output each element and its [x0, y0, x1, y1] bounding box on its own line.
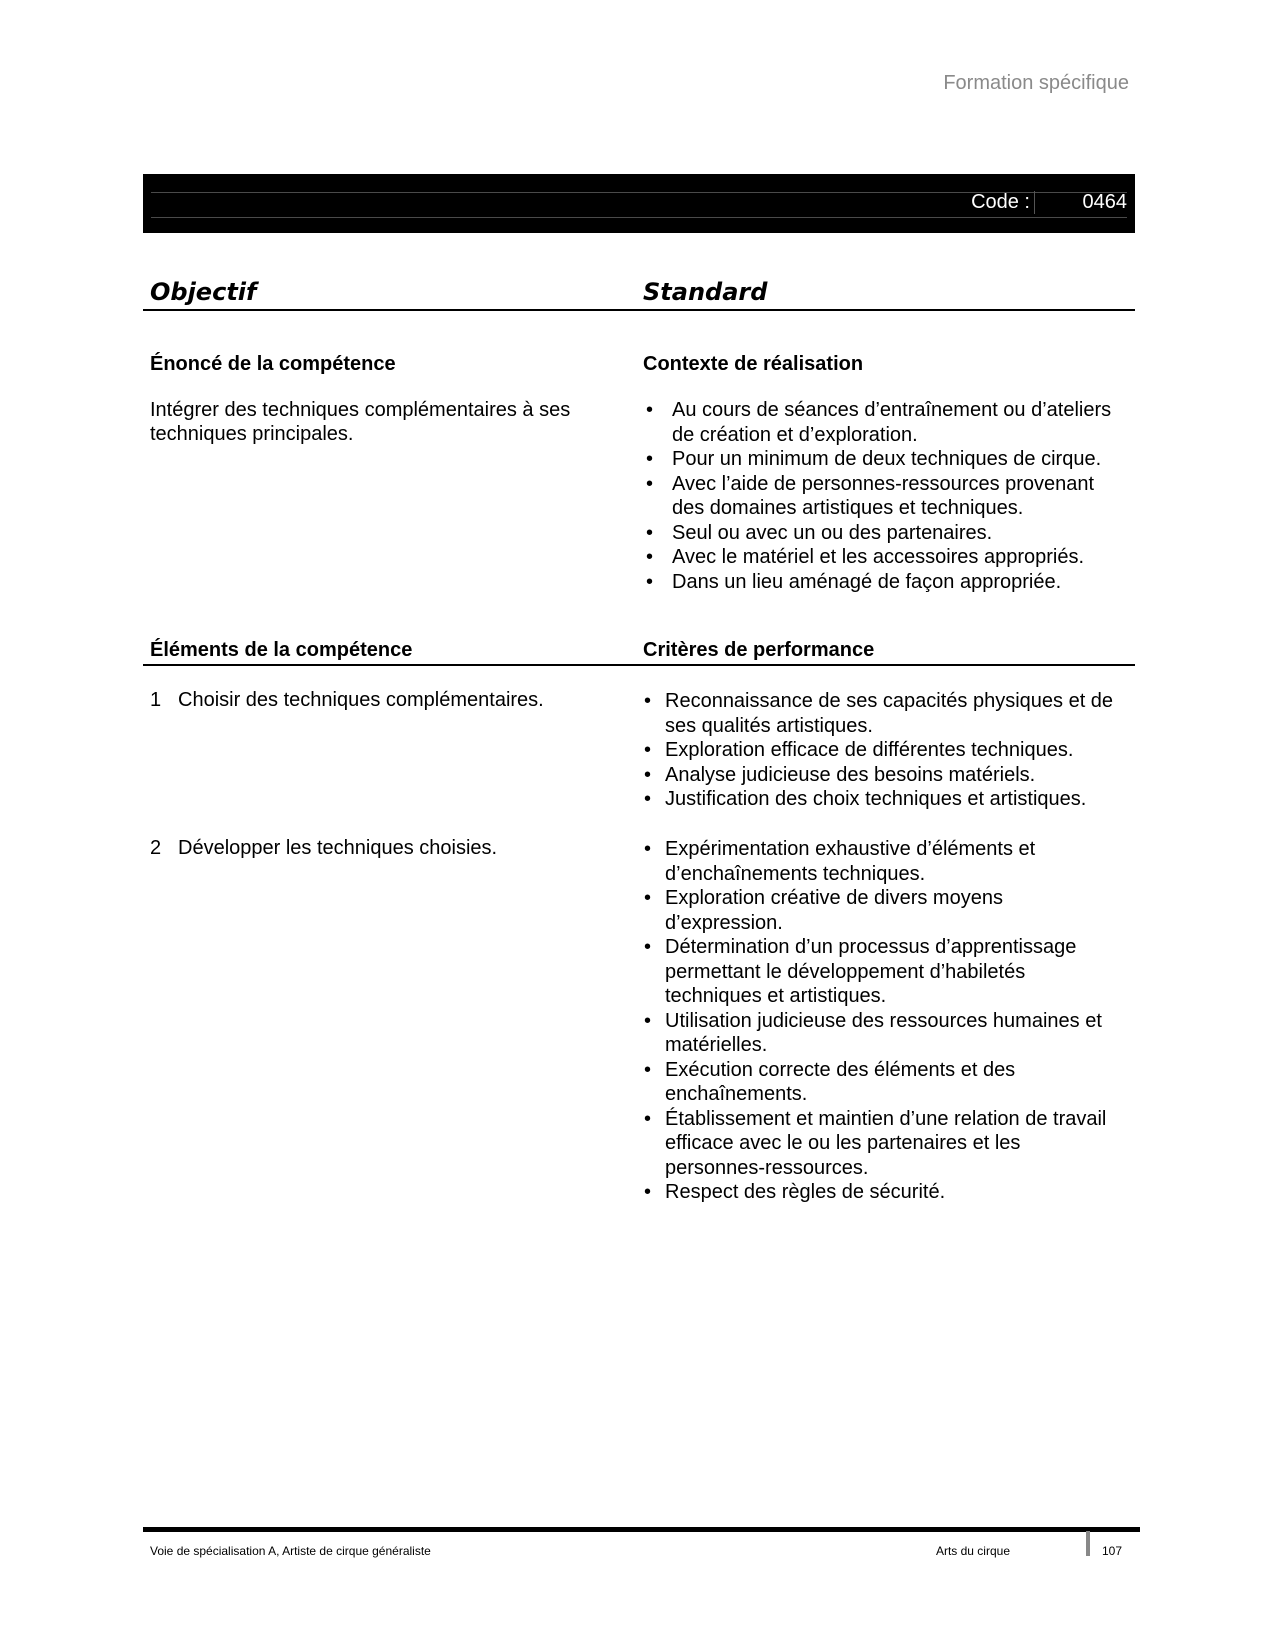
enonce-text	[150, 398, 620, 446]
column-heading-rule	[143, 309, 1135, 311]
enonce-text-line: Intégrer des techniques complémentaires à ses	[150, 399, 571, 421]
element-number: 1	[150, 689, 162, 711]
code-band-rule	[151, 217, 1127, 218]
contexte-list	[643, 398, 1121, 594]
list-item: • Respect des règles de sécurité.	[643, 1180, 1123, 1205]
enonce-text-line: techniques principales.	[150, 423, 354, 445]
contexte-heading: Contexte de réalisation	[643, 353, 864, 375]
list-item: • Détermination d’un processus d’apprentissage permettant le développement d’habiletés techniques et artistiques.	[643, 935, 1123, 1009]
list-item: • Établissement et maintien d’une relation de travail efficace avec le ou les partenaires et les personnes-ressources.	[643, 1107, 1123, 1181]
list-item: • Expérimentation exhaustive d’éléments et d’enchaînements techniques.	[643, 837, 1123, 886]
list-item: • Avec le matériel et les accessoires appropriés.	[643, 545, 1121, 570]
element-number: 2	[150, 837, 162, 859]
criteres-list-1	[643, 689, 1123, 812]
criteres-list-2	[643, 837, 1123, 1205]
list-item: • Analyse judicieuse des besoins matériels.	[643, 763, 1123, 788]
element-text: Choisir des techniques complémentaires.	[178, 689, 544, 711]
code-band	[143, 174, 1135, 233]
page-number: 107	[1102, 1544, 1123, 1558]
column-heading-objectif: Objectif	[150, 278, 257, 306]
enonce-heading: Énoncé de la compétence	[150, 353, 396, 375]
list-item: • Utilisation judicieuse des ressources humaines et matérielles.	[643, 1009, 1123, 1058]
list-item: • Reconnaissance de ses capacités physiques et de ses qualités artistiques.	[643, 689, 1123, 738]
code-label: Code :	[971, 191, 1035, 214]
list-item: • Exécution correcte des éléments et des enchaînements.	[643, 1058, 1123, 1107]
list-item: • Justification des choix techniques et artistiques.	[643, 787, 1123, 812]
footer-program: Voie de spécialisation A, Artiste de cirque généraliste	[150, 1544, 431, 1558]
code-value: 0464	[1082, 191, 1127, 213]
footer-field: Arts du cirque	[935, 1544, 1010, 1558]
list-item: • Pour un minimum de deux techniques de cirque.	[643, 447, 1121, 472]
list-item: • Au cours de séances d’entraînement ou d’ateliers de création et d’exploration.	[643, 398, 1121, 447]
column-heading-standard: Standard	[643, 278, 768, 306]
list-item: • Exploration efficace de différentes techniques.	[643, 738, 1123, 763]
element-text: Développer les techniques choisies.	[178, 837, 498, 859]
list-item: • Seul ou avec un ou des partenaires.	[643, 521, 1121, 546]
running-header: Formation spécifique	[943, 72, 1129, 94]
element-item	[150, 688, 544, 712]
criteres-heading: Critères de performance	[643, 639, 875, 661]
elements-heading: Éléments de la compétence	[150, 639, 413, 661]
section-rule	[143, 664, 1135, 666]
list-item: • Dans un lieu aménagé de façon appropriée.	[643, 570, 1121, 595]
element-item	[150, 836, 497, 860]
footer-separator	[1086, 1531, 1090, 1556]
list-item: • Exploration créative de divers moyens d’expression.	[643, 886, 1123, 935]
footer-rule	[143, 1527, 1140, 1532]
list-item: • Avec l’aide de personnes-ressources provenant des domaines artistiques et techniques.	[643, 472, 1121, 521]
